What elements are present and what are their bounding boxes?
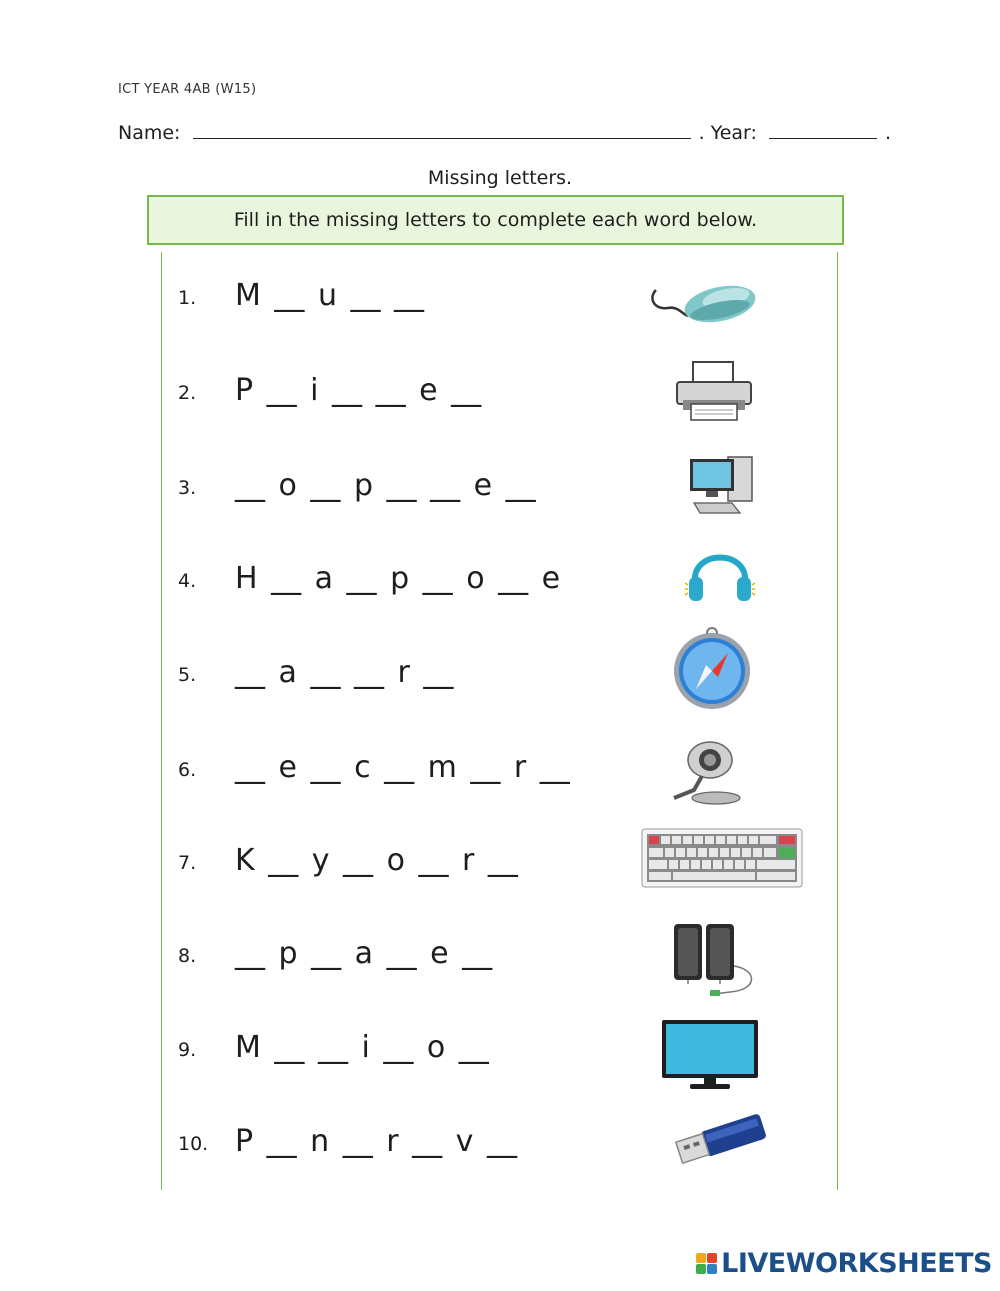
question-word-5[interactable]: __ a __ __ r __ [235,655,454,690]
desktop-computer-icon [688,455,754,517]
computer-mouse-icon [648,280,758,328]
question-number: 10. [178,1133,209,1155]
liveworksheets-logo [696,1248,992,1279]
question-number: 4. [178,570,197,592]
name-field[interactable] [193,122,691,139]
end-period: . [885,122,892,144]
usb-pen-drive-icon [674,1112,770,1172]
speakers-icon [670,920,762,998]
question-word-4[interactable]: H __ a __ p __ o __ e [235,561,561,596]
question-word-10[interactable]: P __ n __ r __ v __ [235,1124,517,1159]
webcam-icon [668,738,744,806]
logo-square-3 [696,1264,706,1274]
question-number: 2. [178,382,197,404]
section-title: Missing letters. [427,167,573,189]
logo-square-4 [707,1264,717,1274]
question-number: 5. [178,664,197,686]
name-label: Name: [118,122,181,144]
question-word-2[interactable]: P __ i __ __ e __ [235,373,482,408]
safari-compass-icon [672,625,752,711]
worksheet-code: ICT YEAR 4AB (W15) [118,82,257,97]
question-word-6[interactable]: __ e __ c __ m __ r __ [235,750,570,785]
question-number: 6. [178,759,197,781]
question-number: 3. [178,477,197,499]
logo-square-1 [696,1253,706,1263]
logo-mark-icon [696,1253,717,1274]
question-number: 9. [178,1039,197,1061]
question-number: 1. [178,287,197,309]
printer-icon [675,360,753,422]
instruction-text: Fill in the missing letters to complete each word below. [233,209,758,231]
question-word-8[interactable]: __ p __ a __ e __ [235,936,493,971]
question-word-1[interactable]: M __ u __ __ [235,278,425,313]
question-number: 7. [178,852,197,874]
question-word-3[interactable]: __ o __ p __ __ e __ [235,468,536,503]
year-label: . Year: [698,122,757,144]
question-word-7[interactable]: K __ y __ o __ r __ [235,843,518,878]
monitor-icon [660,1018,760,1092]
instruction-box [147,195,844,245]
year-field[interactable] [769,122,877,139]
name-year-line [118,122,891,144]
keyboard-icon [641,828,803,888]
question-word-9[interactable]: M __ __ i __ o __ [235,1030,489,1065]
logo-square-2 [707,1253,717,1263]
logo-text: LIVEWORKSHEETS [721,1248,992,1279]
question-number: 8. [178,945,197,967]
headphones-icon [685,543,755,605]
